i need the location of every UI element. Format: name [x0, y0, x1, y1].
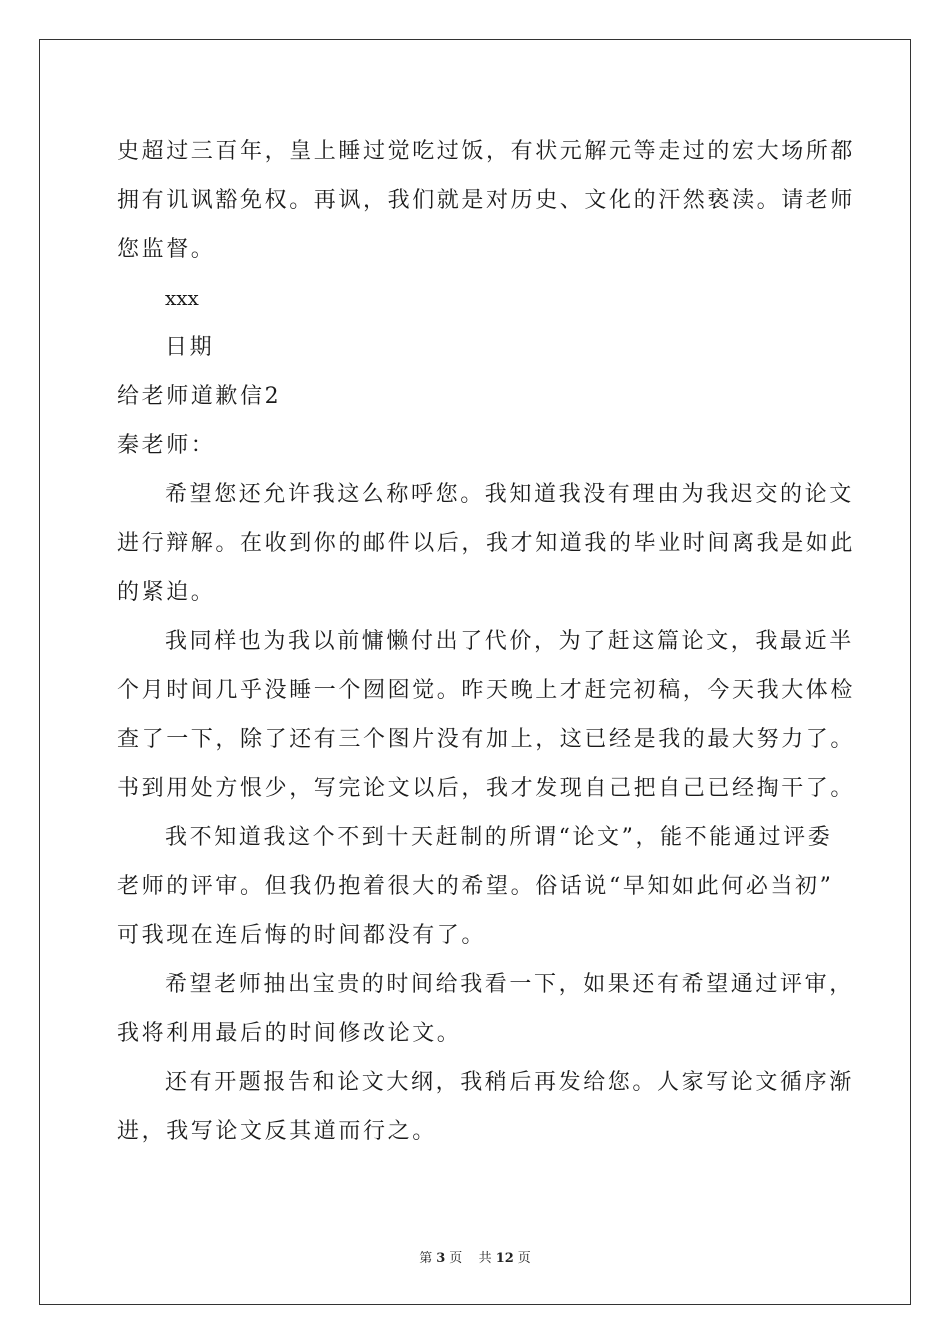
text-line: 史超过三百年，皇上睡过觉吃过饭，有状元解元等走过的宏大场所都	[117, 139, 856, 164]
paragraph-line: 进，我写论文反其道而行之。	[117, 1119, 437, 1144]
paragraph-line: 书到用处方恨少，写完论文以后，我才发现自己把自己已经掏干了。	[117, 776, 856, 801]
page-footer	[0, 1247, 950, 1266]
paragraph-line: 我不知道我这个不到十天赶制的所谓“论文”，能不能通过评委	[165, 825, 833, 850]
page-number-suffix: 页	[449, 1251, 463, 1266]
total-pages-prefix: 共	[478, 1251, 492, 1266]
paragraph-line: 我同样也为我以前慵懒付出了代价，为了赶这篇论文，我最近半	[165, 629, 854, 654]
paragraph-line: 希望老师抽出宝贵的时间给我看一下，如果还有希望通过评审，	[165, 972, 854, 997]
paragraph-line: 希望您还允许我这么称呼您。我知道我没有理由为我迟交的论文	[165, 482, 854, 507]
total-pages-suffix: 页	[517, 1251, 531, 1266]
page-number-prefix: 第	[419, 1251, 433, 1266]
paragraph-line: 老师的评审。但我仍抱着很大的希望。俗话说“早知如此何必当初”	[117, 874, 834, 899]
paragraph-line: 可我现在连后悔的时间都没有了。	[117, 923, 487, 948]
paragraph-line: 的紧迫。	[117, 580, 216, 605]
paragraph-line: 进行辩解。在收到你的邮件以后，我才知道我的毕业时间离我是如此	[117, 531, 856, 556]
paragraph-line: 查了一下，除了还有三个图片没有加上，这已经是我的最大努力了。	[117, 727, 856, 752]
paragraph-line: 我将利用最后的时间修改论文。	[117, 1021, 462, 1046]
document-body	[117, 127, 856, 1156]
total-pages: 12	[495, 1251, 514, 1266]
signature-name: xxx	[165, 286, 199, 310]
letter-title: 给老师道歉信2	[117, 384, 282, 409]
paragraph-line: 还有开题报告和论文大纲，我稍后再发给您。人家写论文循序渐	[165, 1070, 854, 1095]
signature-date: 日期	[165, 335, 215, 360]
page-number: 3	[436, 1251, 446, 1266]
text-line: 拥有讥讽豁免权。再讽，我们就是对历史、文化的汗然亵渎。请老师	[117, 188, 856, 213]
salutation: 秦老师：	[117, 433, 216, 458]
paragraph-line: 个月时间几乎没睡一个囫囵觉。昨天晚上才赶完初稿，今天我大体检	[117, 678, 856, 703]
text-line: 您监督。	[117, 237, 216, 262]
